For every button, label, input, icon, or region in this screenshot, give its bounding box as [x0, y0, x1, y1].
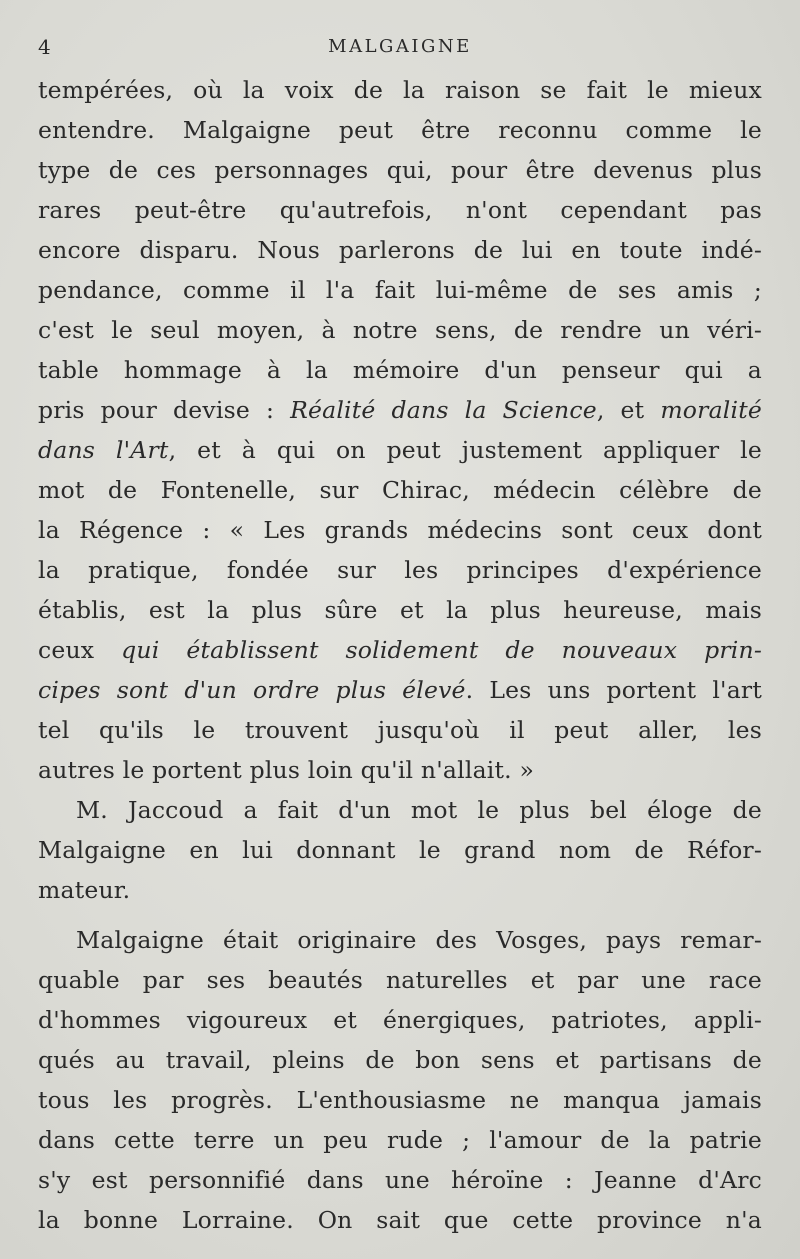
text-line — [38, 430, 762, 470]
text-line — [38, 1080, 762, 1120]
text-segment: dans cette terre un peu rude ; l'amour de la patrie — [38, 1126, 762, 1154]
text-segment: , et — [596, 396, 661, 424]
text-segment: la bonne Lorraine. On sait que cette province n'a — [38, 1206, 762, 1234]
text-segment: pendance, comme il l'a fait lui-même de ses amis ; — [38, 276, 762, 304]
text-segment: type de ces personnages qui, pour être devenus plus — [38, 156, 762, 184]
text-segment: M. Jaccoud a fait d'un mot le plus bel éloge de — [76, 796, 762, 824]
body-text — [38, 70, 762, 1240]
text-segment: pris pour devise : — [38, 396, 291, 424]
text-line — [38, 790, 762, 830]
text-line — [38, 920, 762, 960]
text-segment: rares peut-être qu'autrefois, n'ont cependant pas — [38, 196, 762, 224]
italic-text: qui établissent solidement de nouveaux prin- — [121, 636, 762, 664]
page-header — [38, 34, 762, 64]
text-segment: tous les progrès. L'enthousiasme ne manqua jamais — [38, 1086, 762, 1114]
text-line — [38, 510, 762, 550]
text-line — [38, 670, 762, 710]
text-line — [38, 70, 762, 110]
text-line — [38, 230, 762, 270]
text-segment: la Régence : « Les grands médecins sont ceux dont — [38, 516, 762, 544]
text-line — [38, 1040, 762, 1080]
text-line — [38, 470, 762, 510]
text-segment: la pratique, fondée sur les principes d'expérience — [38, 556, 762, 584]
text-segment: s'y est personnifié dans une héroïne : Jeanne d'Arc — [38, 1166, 762, 1194]
text-segment: qués au travail, pleins de bon sens et partisans de — [38, 1046, 762, 1074]
text-segment: . Les uns portent l'art — [465, 676, 762, 704]
text-segment: ceux — [38, 636, 122, 664]
text-segment: entendre. Malgaigne peut être reconnu comme le — [38, 116, 762, 144]
text-line — [38, 750, 762, 790]
text-line — [38, 550, 762, 590]
italic-text: moralité — [660, 396, 762, 424]
text-line — [38, 870, 762, 910]
text-segment: encore disparu. Nous parlerons de lui en toute indé- — [38, 236, 762, 264]
text-line — [38, 1200, 762, 1240]
text-line — [38, 110, 762, 150]
text-line — [38, 270, 762, 310]
paragraph-gap — [38, 910, 762, 920]
text-line — [38, 310, 762, 350]
text-line — [38, 1120, 762, 1160]
italic-text: cipes sont d'un ordre plus élevé — [38, 676, 466, 704]
page-number: 4 — [38, 35, 51, 59]
text-line — [38, 630, 762, 670]
text-line — [38, 1000, 762, 1040]
text-segment: , et à qui on peut justement appliquer le — [168, 436, 762, 464]
text-segment: d'hommes vigoureux et énergiques, patriotes, appli- — [38, 1006, 762, 1034]
text-segment: établis, est la plus sûre et la plus heureuse, mais — [38, 596, 762, 624]
text-segment: c'est le seul moyen, à notre sens, de rendre un véri- — [38, 316, 762, 344]
text-segment: mot de Fontenelle, sur Chirac, médecin célèbre de — [38, 476, 762, 504]
text-segment: Malgaigne en lui donnant le grand nom de Réfor- — [38, 836, 762, 864]
text-segment: quable par ses beautés naturelles et par une race — [38, 966, 762, 994]
running-title: MALGAIGNE — [328, 36, 472, 57]
text-segment: tel qu'ils le trouvent jusqu'où il peut aller, les — [38, 716, 762, 744]
text-segment: tempérées, où la voix de la raison se fait le mieux — [38, 76, 762, 104]
text-line — [38, 960, 762, 1000]
text-line — [38, 350, 762, 390]
text-segment: table hommage à la mémoire d'un penseur qui a — [38, 356, 762, 384]
text-segment: Malgaigne était originaire des Vosges, pays remar- — [76, 926, 762, 954]
text-line — [38, 390, 762, 430]
text-segment: autres le portent plus loin qu'il n'allait. » — [38, 756, 535, 784]
text-line — [38, 710, 762, 750]
text-line — [38, 190, 762, 230]
italic-text: Réalité dans la Science — [290, 396, 597, 424]
text-line — [38, 590, 762, 630]
italic-text: dans l'Art — [38, 436, 169, 464]
text-line — [38, 830, 762, 870]
text-line — [38, 150, 762, 190]
text-segment: mateur. — [38, 876, 131, 904]
text-line — [38, 1160, 762, 1200]
